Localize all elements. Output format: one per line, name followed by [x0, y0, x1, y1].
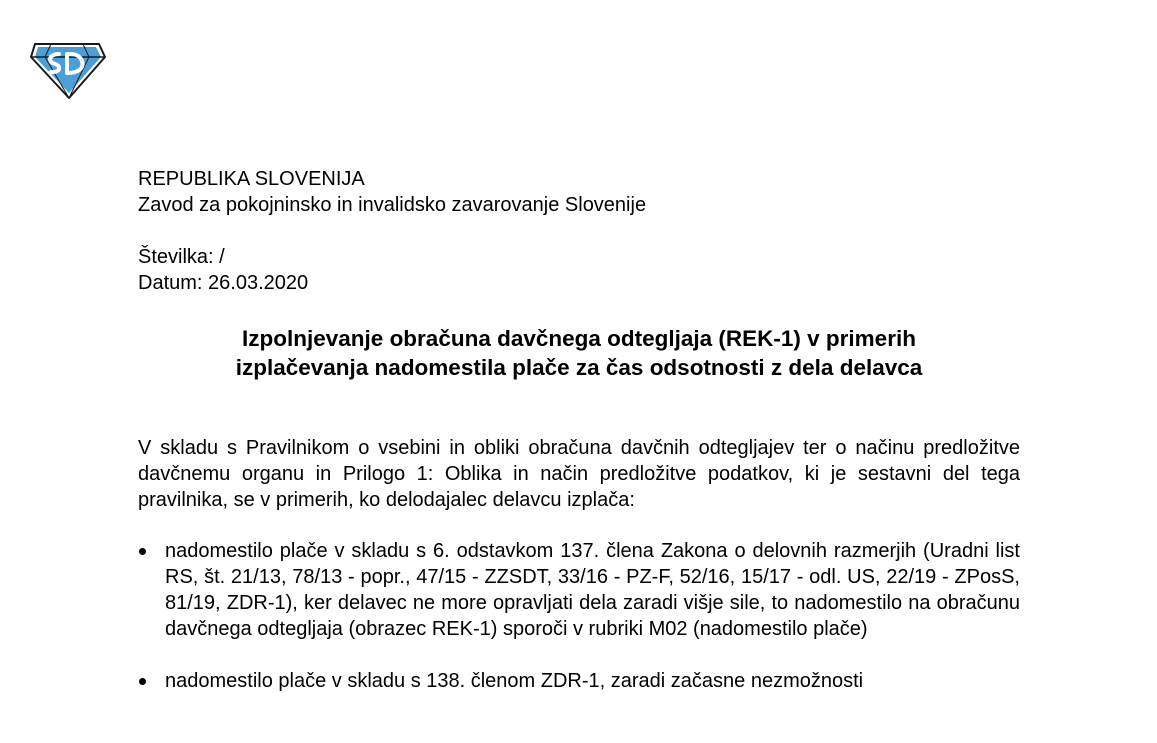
document-number: Številka: / — [138, 246, 225, 268]
list-item — [138, 668, 1020, 694]
document-title — [138, 324, 1020, 382]
list-item-text: nadomestilo plače v skladu s 6. odstavkom 137. člena Zakona o delovnih razmerjih (Uradni list RS, št. 21/13, 78/13 - popr., 47/15 - ZZSDT, 33/16 - PZ-F, 52/16, 15/17 - odl. US, 22/19 - ZPosS, 81/19, ZDR-1), ker delavec ne more opravljati dela zaradi višje sile, to nadomestilo na obračunu davčnega odtegljaja (obrazec REK-1) sporoči v rubriki M02 (nadomestilo plače) — [165, 540, 1020, 640]
bullet-icon — [139, 678, 146, 685]
document-body — [138, 166, 1020, 720]
bullet-icon — [139, 548, 146, 555]
list-item — [138, 538, 1020, 642]
spd-diamond-logo-icon — [29, 40, 107, 100]
republic-name: REPUBLIKA SLOVENIJA — [138, 168, 365, 190]
institution-name: Zavod za pokojninsko in invalidsko zavarovanje Slovenije — [138, 194, 647, 216]
list-item-text: nadomestilo plače v skladu s 138. členom ZDR-1, zaradi začasne nezmožnosti — [165, 670, 864, 692]
document-date: Datum: 26.03.2020 — [138, 272, 309, 294]
bullet-list — [138, 538, 1020, 694]
intro-paragraph: V skladu s Pravilnikom o vsebini in obliki obračuna davčnih odtegljajev ter o načinu predložitve davčnemu organu in Prilogo 1: Oblika in način predložitve podatkov, ki je sestavni del tega pravilnika, se v primerih, ko delodajalec delavcu izplača: — [138, 437, 1020, 511]
title-line-2: izplačevanja nadomestila plače za čas odsotnosti z dela delavca — [235, 355, 923, 380]
title-line-1: Izpolnjevanje obračuna davčnega odtegljaja (REK-1) v primerih — [242, 326, 916, 351]
